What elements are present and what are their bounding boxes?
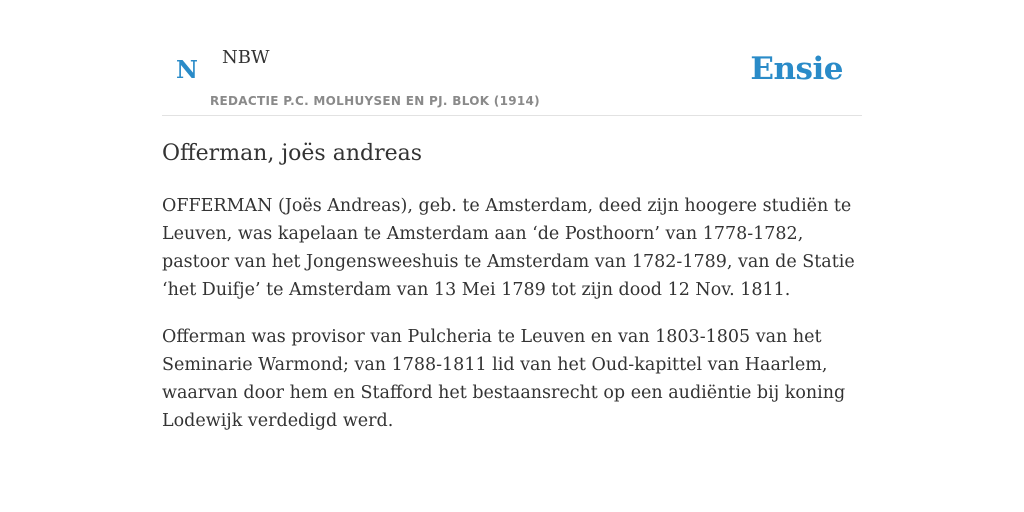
- source-name-link[interactable]: NBW: [222, 47, 270, 68]
- article-paragraph: OFFERMAN (Joës Andreas), geb. te Amsterdam, deed zijn hoogere studiën te Leuven, was kapelaan te Amsterdam aan ‘de Posthoorn’ van 1778-1782, pastoor van het Jongensweeshuis te Amsterdam van 1782-1789, van de Statie ‘het Duifje’ te Amsterdam van 13 Mei 1789 tot zijn dood 12 Nov. 1811.: [162, 196, 855, 300]
- source-subtitle: REDACTIE P.C. MOLHUYSEN EN PJ. BLOK (1914): [210, 94, 540, 108]
- article-paragraph: Offerman was provisor van Pulcheria te Leuven en van 1803-1805 van het Seminarie Warmond; van 1788-1811 lid van het Oud-kapittel van Haarlem, waarvan door hem en Stafford het bestaansrecht op een audiëntie bij koning Lodewijk verdedigd werd.: [162, 327, 846, 431]
- article-body: [162, 192, 862, 454]
- article-title: Offerman, joës andreas: [162, 141, 423, 166]
- source-logo[interactable]: N: [176, 55, 198, 84]
- source-header: [162, 40, 862, 116]
- ensie-logo-link[interactable]: Ensie: [750, 51, 843, 87]
